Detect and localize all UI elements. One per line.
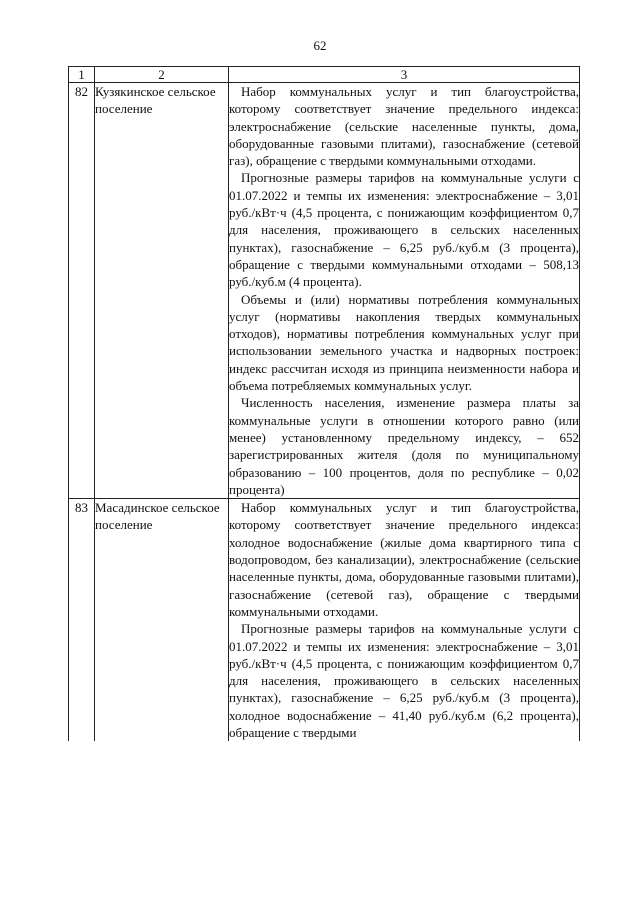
page-number: 62 [313, 38, 327, 53]
table-row [69, 83, 580, 499]
header-col-3: 3 [229, 67, 580, 83]
description-paragraph: Набор коммунальных услуг и тип благоустройства, которому соответствует значение предельного индекса: холодное водоснабжение (жилые дома квартирного типа с водопроводом, без канализации), электроснабжение (сельские населенные пункты, дома, оборудованные газовыми плитами), газоснабжение (сетевой газ), обращение с твердыми коммунальными отходами. [229, 500, 579, 619]
row-number: 82 [69, 83, 95, 499]
description-paragraph: Набор коммунальных услуг и тип благоустройства, которому соответствует значение предельного индекса: электроснабжение (сельские населенные пункты, дома, оборудованные газовыми плитами), газоснабжение (сетевой газ), обращение с твердыми коммунальными отходами. [229, 84, 579, 169]
description-paragraph: Прогнозные размеры тарифов на коммунальные услуги с 01.07.2022 и темпы их изменения: электроснабжение – 3,01 руб./кВт·ч (4,5 процента, с понижающим коэффициентом 0,7 для населения, проживающего в сельских населенных пунктах), газоснабжение – 6,25 руб./куб.м (3 процента), обращение с твердыми коммунальными отходами – 508,13 руб./куб.м (4 процента). [229, 170, 579, 290]
tariff-table [68, 66, 580, 741]
municipality-name: Кузякинское сельское поселение [95, 83, 229, 499]
description-paragraph: Прогнозные размеры тарифов на коммунальные услуги с 01.07.2022 и темпы их изменения: электроснабжение – 3,01 руб./кВт·ч (4,5 процента, с понижающим коэффициентом 0,7 для населения, проживающего в сельских населенных пунктах), газоснабжение – 6,25 руб./куб.м (3 процента), холодное водоснабжение – 41,40 руб./куб.м (6,2 процента), обращение с твердыми [229, 621, 579, 740]
description-paragraph: Объемы и (или) нормативы потребления коммунальных услуг (нормативы накопления твердых коммунальных отходов), нормативы потребления коммунальных услуг при использовании земельного участка и надворных построек: индекс рассчитан исходя из принципа неизменности набора и объема потребляемых коммунальных услуг. [229, 291, 579, 394]
description-paragraph: Численность населения, изменение размера платы за коммунальные услуги в отношении которого равно (или менее) установленному предельному индексу, – 652 зарегистрированных жителя (доля по муниципальному образованию – 100 процентов, доля по республике – 0,02 процента) [229, 395, 579, 497]
row-description [229, 499, 580, 742]
row-description [229, 83, 580, 499]
table-row [69, 499, 580, 742]
header-col-2: 2 [95, 67, 229, 83]
municipality-name: Масадинское сельское поселение [95, 499, 229, 742]
header-row [69, 67, 580, 83]
row-number: 83 [69, 499, 95, 742]
header-col-1: 1 [69, 67, 95, 83]
